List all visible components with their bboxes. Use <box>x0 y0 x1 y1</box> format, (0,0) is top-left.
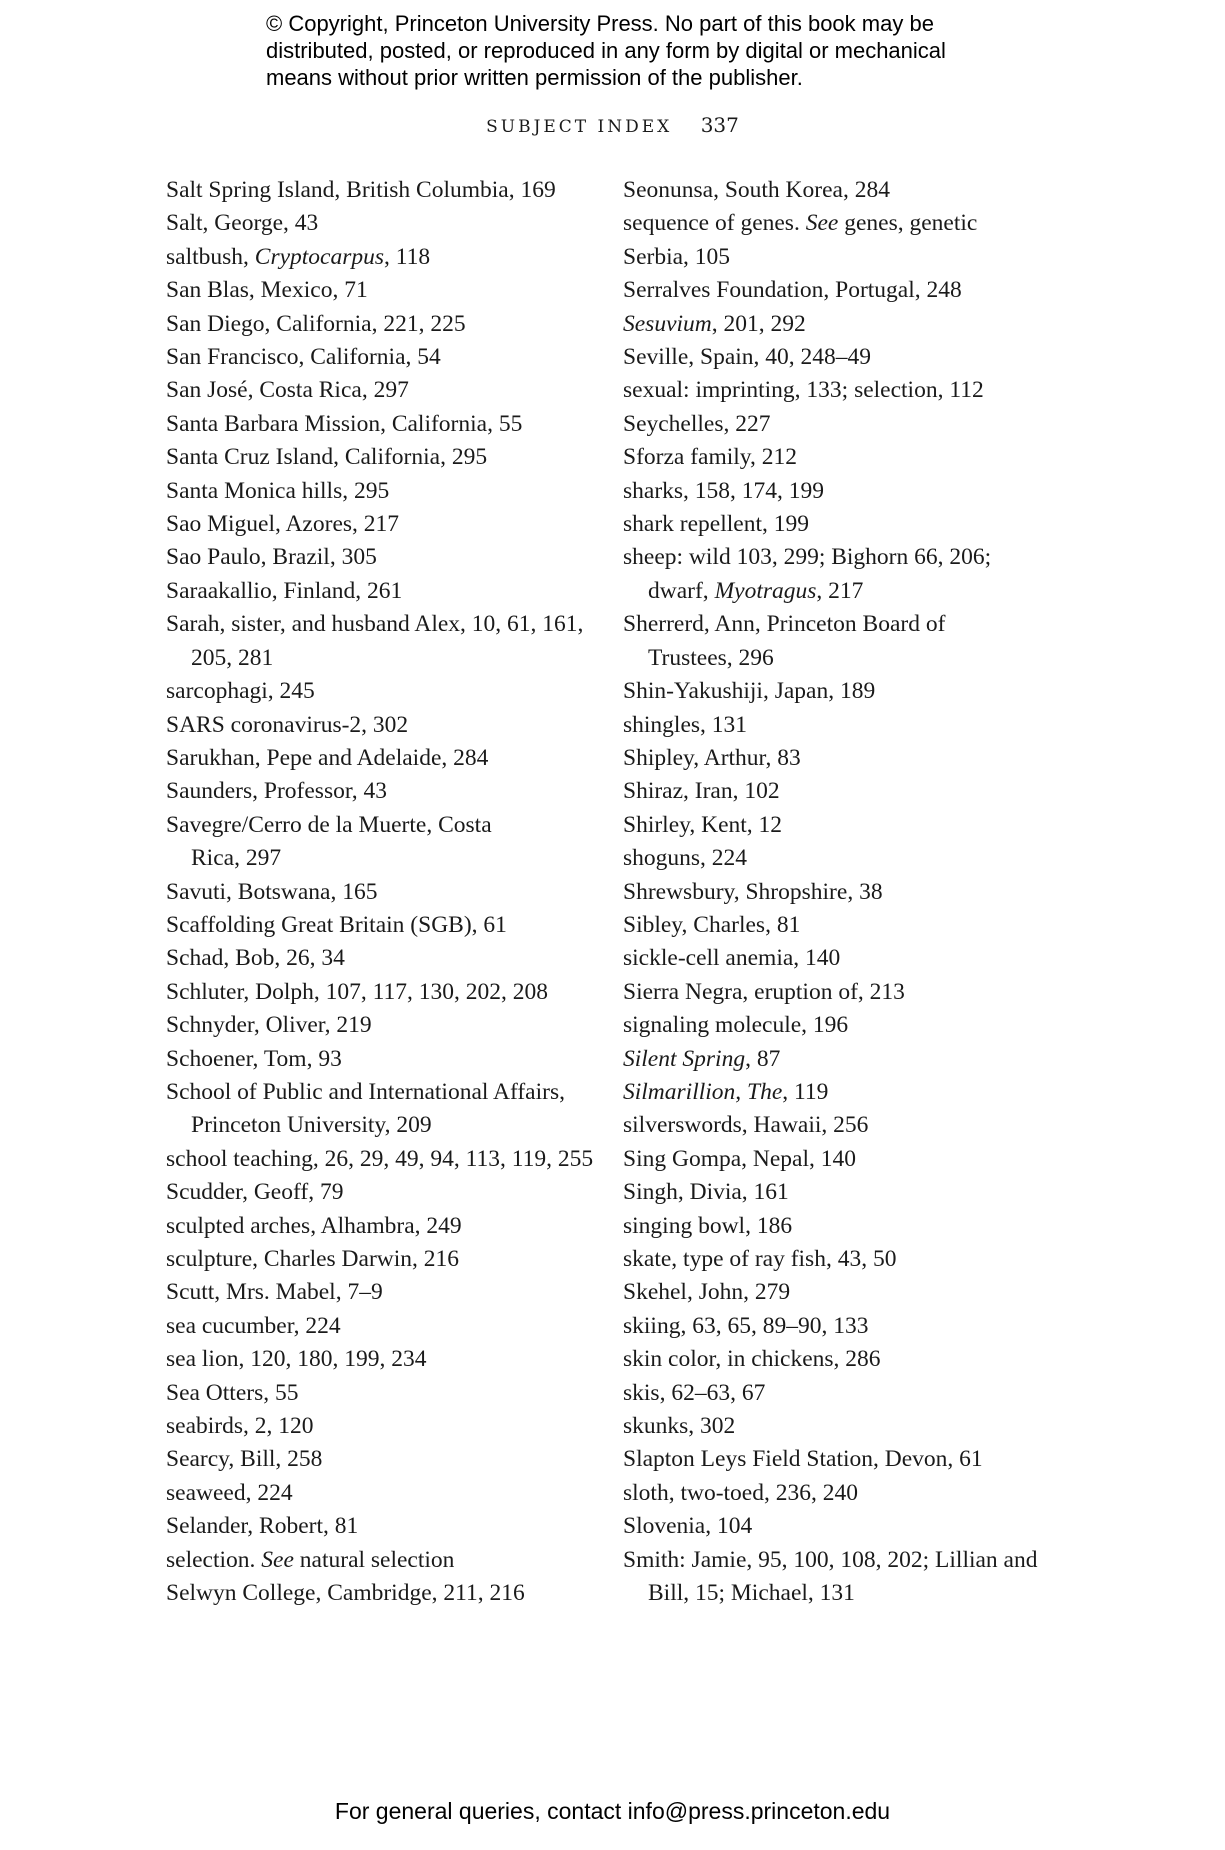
index-entry: Salt, George, 43 <box>166 210 319 237</box>
index-entry: Santa Cruz Island, California, 295 <box>166 444 488 471</box>
copyright-notice <box>266 10 986 91</box>
index-entry: skate, type of ray fish, 43, 50 <box>623 1246 897 1272</box>
index-entry: Saraakallio, Finland, 261 <box>166 577 403 604</box>
copyright-line-2: distributed, posted, or reproduced in any form by digital or mechanical <box>266 38 946 63</box>
index-entry: Shiraz, Iran, 102 <box>623 778 780 805</box>
index-entry: Seonunsa, South Korea, 284 <box>623 177 890 203</box>
index-entry: Sao Miguel, Azores, 217 <box>166 511 400 538</box>
index-entry: Schluter, Dolph, 107, 117, 130, 202, 208 <box>166 978 549 1005</box>
index-entry: Schoener, Tom, 93 <box>166 1045 342 1072</box>
index-entry: Smith: Jamie, 95, 100, 108, 202; Lillian and Bill, 15; Michael, 131 <box>623 1546 1038 1607</box>
index-entry: Sherrerd, Ann, Princeton Board of Trustees, 296 <box>623 611 946 671</box>
index-entry: sequence of genes. See genes, genetic <box>623 210 978 237</box>
index-entry: San Blas, Mexico, 71 <box>166 277 368 304</box>
index-entry: shoguns, 224 <box>623 845 748 872</box>
index-entry: Shin-Yakushiji, Japan, 189 <box>623 678 876 705</box>
index-entry: skin color, in chickens, 286 <box>623 1346 881 1373</box>
index-column-left <box>166 174 606 1610</box>
index-entry: Savuti, Botswana, 165 <box>166 878 378 905</box>
index-entry: Sesuvium, 201, 292 <box>623 310 806 337</box>
index-entry: skis, 62–63, 67 <box>623 1379 766 1406</box>
index-entry: Scaffolding Great Britain (SGB), 61 <box>166 911 507 938</box>
index-entry: Slapton Leys Field Station, Devon, 61 <box>623 1446 983 1473</box>
index-entry: Singh, Divia, 161 <box>623 1179 789 1206</box>
index-entry: Shrewsbury, Shropshire, 38 <box>623 878 883 905</box>
index-entry: Sforza family, 212 <box>623 444 798 471</box>
index-entry: Sao Paulo, Brazil, 305 <box>166 544 377 571</box>
index-entry: San Diego, California, 221, 225 <box>166 310 466 337</box>
index-entry: Silmarillion, The, 119 <box>623 1078 829 1105</box>
index-entry: Sarukhan, Pepe and Adelaide, 284 <box>166 744 489 771</box>
index-entry: Shipley, Arthur, 83 <box>623 744 801 771</box>
index-entry: Sarah, sister, and husband Alex, 10, 61, 161, 205, 281 <box>166 611 584 671</box>
index-entry: sculpted arches, Alhambra, 249 <box>166 1212 462 1239</box>
index-entry: Schnyder, Oliver, 219 <box>166 1012 372 1039</box>
index-entry: selection. See natural selection <box>166 1546 455 1573</box>
index-entry: Santa Monica hills, 295 <box>166 477 390 504</box>
footer-contact: For general queries, contact info@press.princeton.edu <box>334 1798 891 1824</box>
index-entry: shark repellent, 199 <box>623 511 809 538</box>
index-entry: sickle-cell anemia, 140 <box>623 945 841 972</box>
index-entry: Schad, Bob, 26, 34 <box>166 945 345 972</box>
index-column-right <box>623 174 1063 1610</box>
index-entry: Selwyn College, Cambridge, 211, 216 <box>166 1580 525 1607</box>
running-head <box>0 113 1225 137</box>
index-entry: SARS coronavirus-2, 302 <box>166 711 409 738</box>
index-entry: Serralves Foundation, Portugal, 248 <box>623 277 962 304</box>
index-entry: skunks, 302 <box>623 1413 736 1440</box>
index-entry: Searcy, Bill, 258 <box>166 1446 323 1473</box>
index-entry: San José, Costa Rica, 297 <box>166 377 409 404</box>
index-entry: sculpture, Charles Darwin, 216 <box>166 1246 460 1272</box>
index-entry: sarcophagi, 245 <box>166 678 315 705</box>
index-entry: sexual: imprinting, 133; selection, 112 <box>623 377 984 404</box>
index-entry: shingles, 131 <box>623 711 748 738</box>
index-entry: seaweed, 224 <box>166 1479 293 1506</box>
copyright-line-3: means without prior written permission of the publisher. <box>266 65 803 90</box>
index-entry: Sibley, Charles, 81 <box>623 911 801 938</box>
index-entry: Sierra Negra, eruption of, 213 <box>623 978 905 1005</box>
index-entry: Seville, Spain, 40, 248–49 <box>623 344 872 371</box>
index-entry: Shirley, Kent, 12 <box>623 811 783 838</box>
index-entry: Serbia, 105 <box>623 243 731 270</box>
page-number: 337 <box>700 113 739 137</box>
index-entry: Scutt, Mrs. Mabel, 7–9 <box>166 1279 383 1306</box>
index-entry: sheep: wild 103, 299; Bighorn 66, 206; dwarf, Myotragus, 217 <box>623 544 992 604</box>
index-entry: Scudder, Geoff, 79 <box>166 1179 344 1206</box>
index-entry: sea lion, 120, 180, 199, 234 <box>166 1346 427 1373</box>
index-entry: skiing, 63, 65, 89–90, 133 <box>623 1312 869 1339</box>
index-entry: sea cucumber, 224 <box>166 1312 341 1339</box>
index-entry: Saunders, Professor, 43 <box>166 778 387 805</box>
index-entry: singing bowl, 186 <box>623 1212 793 1239</box>
index-entry: silverswords, Hawaii, 256 <box>623 1112 869 1139</box>
index-entry: sloth, two-toed, 236, 240 <box>623 1479 858 1506</box>
running-head-title: SUBJECT INDEX <box>486 117 673 137</box>
index-entry: Skehel, John, 279 <box>623 1279 791 1306</box>
index-entry: Silent Spring, 87 <box>623 1045 781 1072</box>
index-entry: Seychelles, 227 <box>623 410 771 437</box>
copyright-line-1: © Copyright, Princeton University Press. No part of this book may be <box>266 11 934 36</box>
index-entry: Salt Spring Island, British Columbia, 169 <box>166 177 556 203</box>
index-entry: school teaching, 26, 29, 49, 94, 113, 119, 255 <box>166 1145 594 1172</box>
index-entry: Slovenia, 104 <box>623 1513 753 1540</box>
index-entry: Sea Otters, 55 <box>166 1379 299 1406</box>
index-entry: Sing Gompa, Nepal, 140 <box>623 1145 857 1172</box>
index-entry: Savegre/Cerro de la Muerte, Costa Rica, 297 <box>166 811 492 872</box>
index-entry: saltbush, Cryptocarpus, 118 <box>166 243 431 270</box>
index-entry: Selander, Robert, 81 <box>166 1513 359 1540</box>
index-entry: seabirds, 2, 120 <box>166 1413 314 1440</box>
index-entry: sharks, 158, 174, 199 <box>623 477 825 504</box>
index-entry: signaling molecule, 196 <box>623 1012 849 1039</box>
index-entry: Santa Barbara Mission, California, 55 <box>166 410 523 437</box>
index-entry: School of Public and International Affairs, Princeton University, 209 <box>166 1078 565 1139</box>
index-entry: San Francisco, California, 54 <box>166 344 441 371</box>
